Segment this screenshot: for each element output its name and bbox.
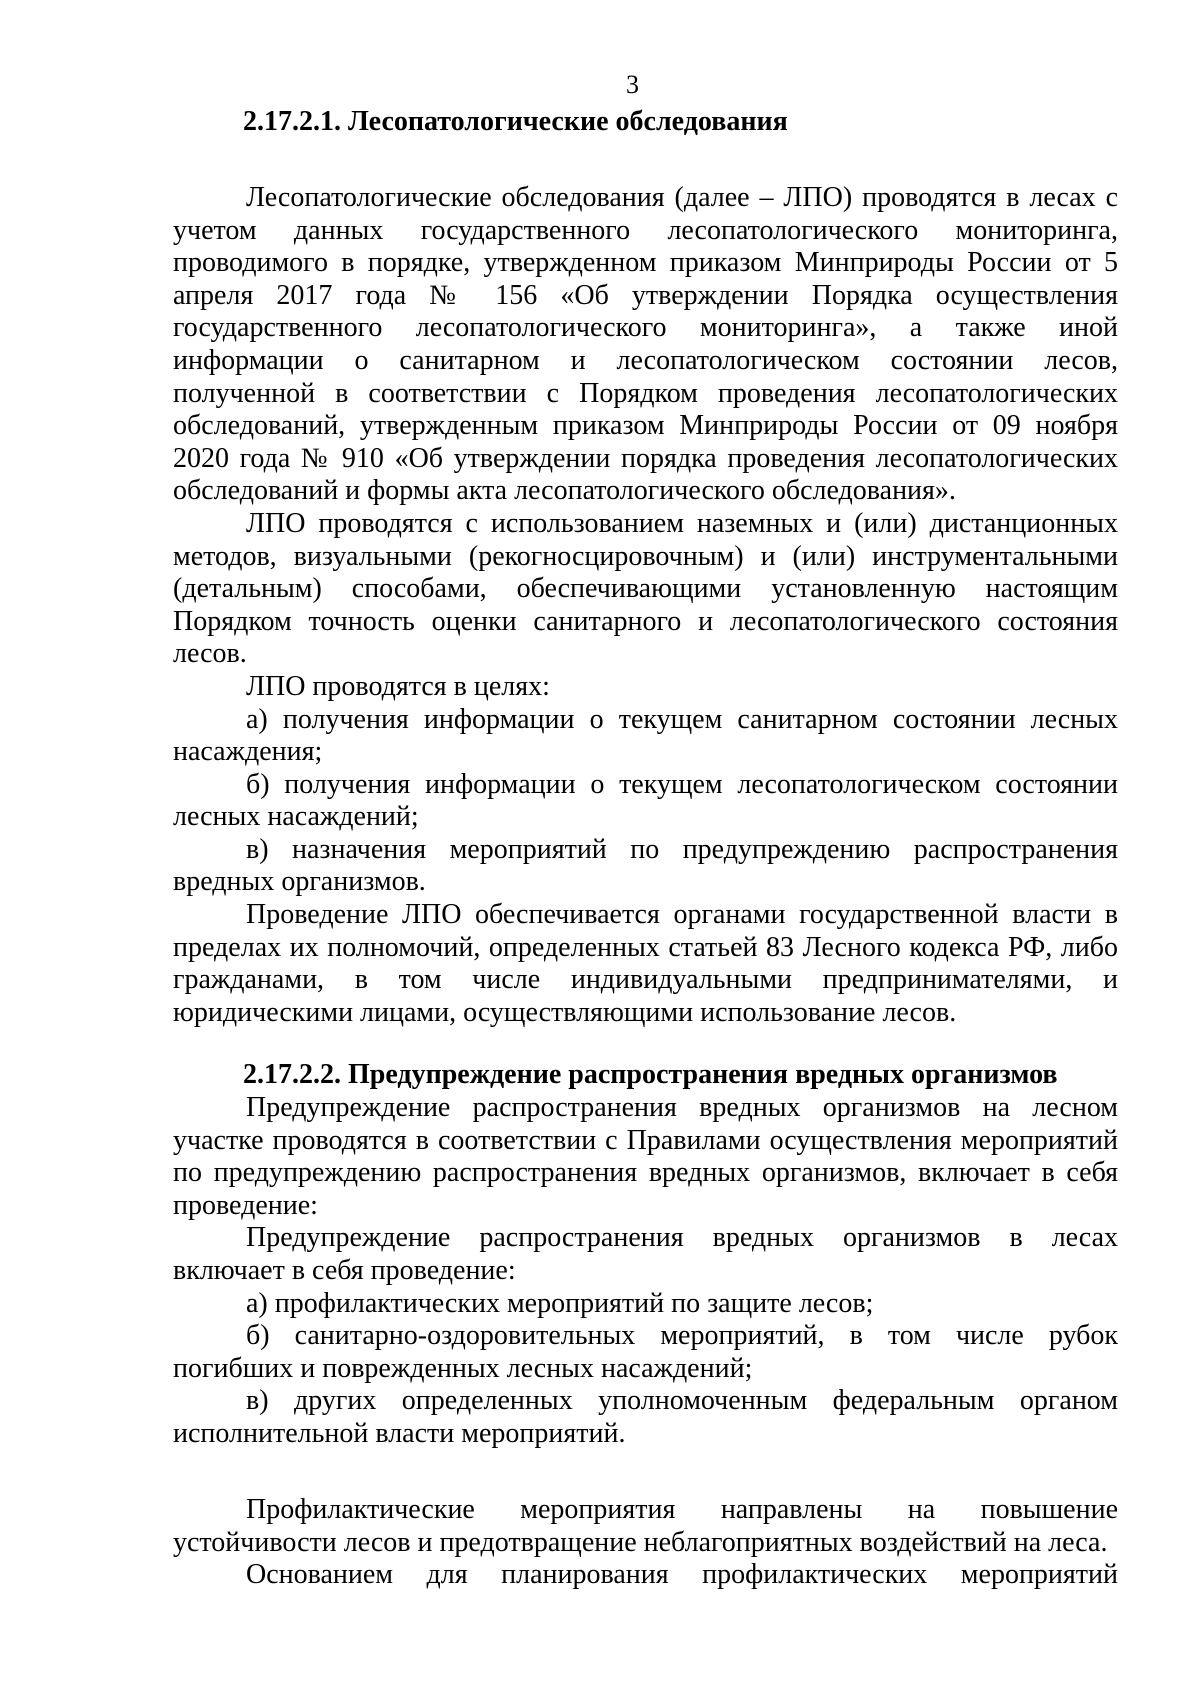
list-item: а) профилактических мероприятий по защите лесов;: [246, 1287, 874, 1319]
section-heading: [173, 1059, 1118, 1092]
paragraph: ЛПО проводятся с использованием наземных и (или) дистанционных методов, визуальными (рекогносцировочным) и (или) инструментальными (детальным) способами, обеспечивающими установленную настоящим Порядком точность оценки санитарного и лесопатологического состояния лесов.: [173, 507, 1118, 670]
section-2-body: [173, 1092, 1118, 1451]
paragraph: ЛПО проводятся в целях:: [246, 670, 550, 702]
paragraph: Профилактические мероприятия направлены на повышение устойчивости лесов и предотвращение неблагоприятных воздействий на леса.: [173, 1494, 1118, 1558]
section-1-body: [173, 182, 1118, 1029]
list-item: в) назначения мероприятий по предупреждению распространения вредных организмов.: [173, 833, 1118, 898]
paragraph: Лесопатологические обследования (далее – ЛПО) проводятся в лесах с учетом данных государственного лесопатологического мониторинга, проводимого в порядке, утвержденном приказом Минприроды России от 5 апреля 2017 года № 156 «Об утверждении Порядка осуществления государственного лесопатологического мониторинга», а также иной информации о санитарном и лесопатологическом состоянии лесов, полученной в соответствии с Порядком проведения лесопатологических обследований, утвержденным приказом Минприроды России от 09 ноября 2020 года № 910 «Об утверждении порядка проведения лесопатологических обследований и формы акта лесопатологического обследования».: [173, 182, 1118, 507]
paragraph: Проведение ЛПО обеспечивается органами государственной власти в пределах их полномочий, определенных статьей 83 Лесного кодекса РФ, либо гражданами, в том числе индивидуальными предпринимателями, и юридическими лицами, осуществляющими использование лесов.: [173, 899, 1118, 1028]
list-item: а) получения информации о текущем санитарном состоянии лесных насаждения;: [173, 703, 1118, 768]
paragraph: Предупреждение распространения вредных организмов на лесном участке проводятся в соответствии с Правилами осуществления мероприятий по предупреждению распространения вредных организмов, включает в себя проведение:: [173, 1092, 1118, 1221]
section-2-closing: [173, 1494, 1118, 1592]
list-item: в) других определенных уполномоченным федеральным органом исполнительной власти мероприятий.: [173, 1385, 1118, 1449]
paragraph: Основанием для планирования профилактических мероприятий: [246, 1559, 1118, 1591]
list-item: б) получения информации о текущем лесопатологическом состоянии лесных насаждений;: [173, 768, 1118, 833]
page-number: 3: [626, 70, 639, 99]
paragraph: Предупреждение распространения вредных организмов в лесах включает в себя проведение:: [173, 1222, 1118, 1286]
list-item: б) санитарно-оздоровительных мероприятий, в том числе рубок погибших и поврежденных лесных насаждений;: [173, 1320, 1118, 1384]
section-heading: [173, 106, 1118, 139]
section-heading-text: 2.17.2.1. Лесопатологические обследования: [243, 106, 788, 137]
section-heading-text: 2.17.2.2. Предупреждение распространения вредных организмов: [243, 1059, 1058, 1090]
